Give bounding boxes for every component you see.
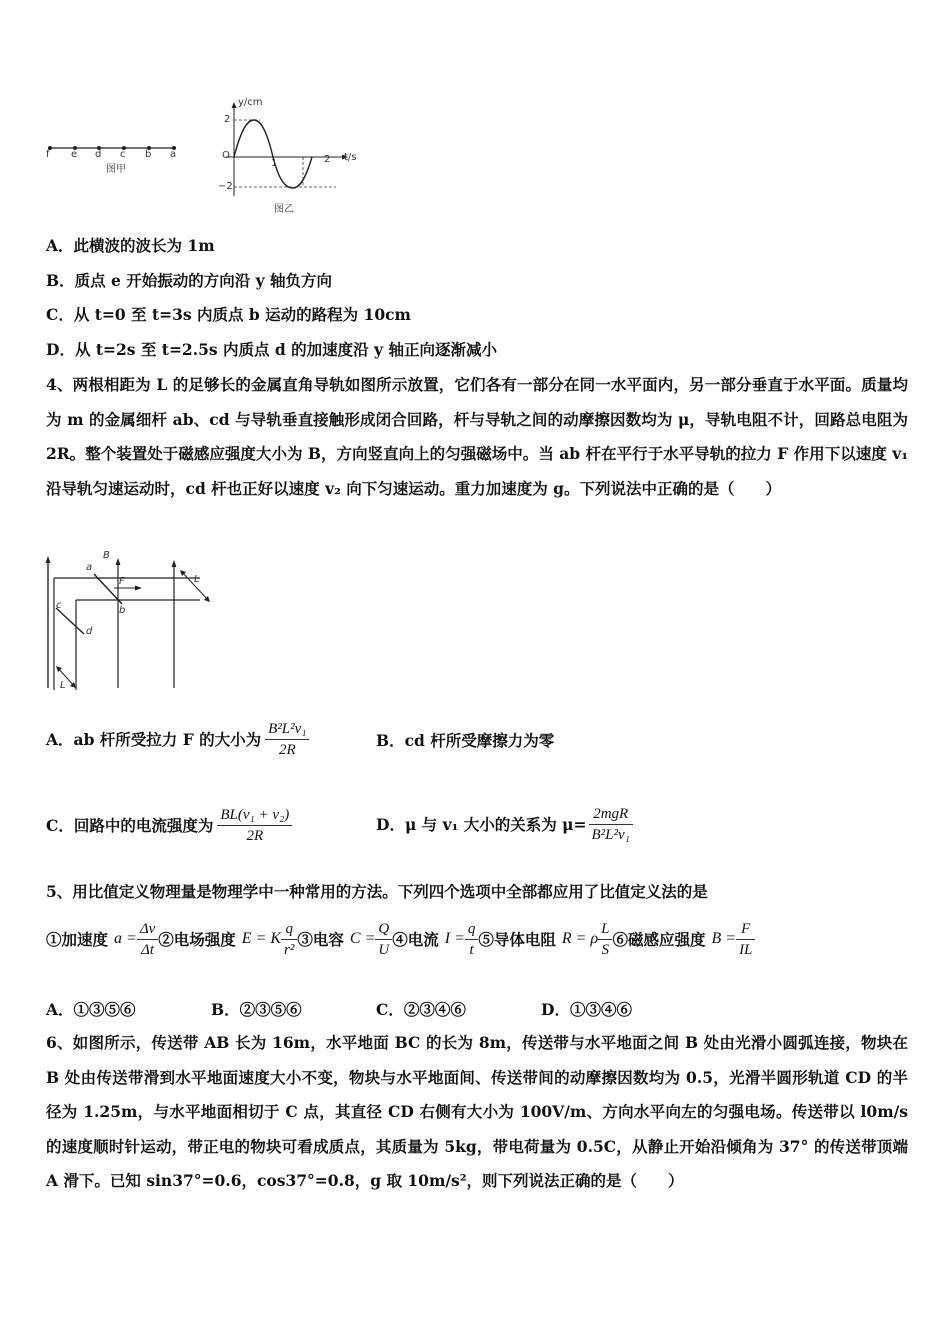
q6-stem: 6、如图所示，传送带 AB 长为 16m，水平地面 BC 的长为 8m，传送带与水平地面之间 B 处由光滑小圆弧连接，物块在 B 处由传送带滑到水平地面速度大小不变，物块与水平地面间、传送带间的动摩擦因数均为 0.5，光滑半圆形轨道 CD 的半径为 1.25m，与水平地面相切于 C 点，其直径 CD 右侧有大小为 100V/m、方向水平向左的匀强电场。传送带以 l0m/s 的速度顺时针运动，带正电的物块可看成质点，其质量为 5kg，带电荷量为 0.5C，从静止开始沿倾角为 37° 的传送带顶端 A 滑下。已知 sin37°=0.6，cos37°=0.8，g 取 10m/s²，则下列说法正确的是（ ） [46,1033,908,1190]
q5-item5-den: S [601,941,610,958]
q4-option-d[interactable] [376,796,633,852]
q5-item2-num: q [281,919,297,940]
q5-definitions [46,914,755,964]
rail-label-c: c [56,600,62,611]
q4-option-d-num: 2mgR [589,804,633,825]
q5-item5-fraction [598,919,612,960]
q5-item3-lhs: C = [349,930,376,947]
q4-option-a[interactable] [46,714,309,764]
point-label-f: f [46,149,50,160]
rail-label-b: b [119,605,126,616]
q5-option-c[interactable]: C．②③④⑥ [376,1000,466,1019]
q3-option-b[interactable]: B．质点 e 开始振动的方向沿 y 轴负方向 [46,271,333,290]
q5-item5-num: L [598,919,612,940]
figure-yi-caption: 图乙 [274,204,294,215]
q4-option-c-text: C．回路中的电流强度为 [46,816,214,835]
t-axis-label: t/s [344,152,357,163]
q5-item4-fraction [465,919,479,960]
q4-option-a-den: 2R [278,741,296,758]
q5-item4-num: q [465,919,479,940]
point-label-a: a [170,149,177,160]
q5-item1-num: Δv [137,919,158,940]
q5-item3-num: Q [375,919,392,940]
q5-item3-fraction [375,919,392,960]
q5-item3-den: U [378,941,390,958]
q5-item6-den: IL [739,941,753,958]
q4-option-c[interactable] [46,800,292,850]
figure-jia [44,140,184,176]
q5-item5-label: ⑤导体电阻 [478,930,556,949]
point-label-d: d [95,149,102,160]
q4-option-d-fraction [589,804,633,845]
origin-label: O [222,150,230,161]
q3-option-a[interactable]: A．此横波的波长为 1m [46,236,215,255]
wave-curve [234,120,312,188]
point-label-b: b [145,149,152,160]
q5-item1-den: Δt [141,941,155,958]
q5-item6-num: F [736,919,755,940]
q3-option-d[interactable]: D．从 t=2s 至 t=2.5s 内质点 d 的加速度沿 y 轴正向逐渐减小 [46,340,497,359]
rail-label-a: a [86,562,93,573]
rail-label-d: d [86,626,93,637]
point-label-c: c [120,149,126,160]
y-max-label: 2 [224,114,231,125]
q4-stem: 4、两根相距为 L 的足够长的金属直角导轨如图所示放置，它们各有一部分在同一水平面内，另一部分垂直于水平面。质量均为 m 的金属细杆 ab、cd 与导轨垂直接触形成闭合回路，杆与导轨之间的动摩擦因数均为 μ，导轨电阻不计，回路总电阻为 2R。整个装置处于磁感应强度大小为 B，方向竖直向上的匀强磁场中。当 ab 杆在平行于水平导轨的拉力 F 作用下以速度 v₁ 沿导轨匀速运动时，cd 杆也正好以速度 v₂ 向下匀速运动。重力加速度为 g。下列说法中正确的是（ ） [46,375,908,498]
q5-item1-label: ①加速度 [46,930,109,949]
q5-option-d[interactable]: D．①③④⑥ [541,1000,632,1019]
q5-stem: 5、用比值定义物理量是物理学中一种常用的方法。下列四个选项中全部都应用了比值定义法的是 [46,882,708,901]
q5-item4-den: t [469,941,474,958]
q5-option-b[interactable]: B．②③⑤⑥ [211,1000,302,1019]
q5-item6-lhs: B = [711,930,737,947]
figure-jia-caption: 图甲 [106,164,126,175]
rail-label-L-top: L [194,574,200,585]
y-min-label: −2 [218,181,233,192]
point-label-e: e [71,149,78,160]
q5-item2-lhs: E = K [241,930,282,947]
q5-item4-lhs: I = [444,930,465,947]
q4-option-d-text: D．μ 与 v₁ 大小的关系为 μ= [376,815,587,834]
q5-item4-label: ④电流 [392,930,439,949]
q5-item6-label: ⑥磁感应强度 [612,930,706,949]
y-axis-label: y/cm [238,97,263,108]
q4-option-c-fraction [217,805,292,846]
q4-option-b[interactable]: B．cd 杆所受摩擦力为零 [376,731,555,750]
q4-option-a-fraction [265,719,309,760]
q5-item1-fraction [137,919,158,960]
q5-option-a[interactable]: A．①③⑤⑥ [46,1000,136,1019]
q5-item6-fraction [736,919,755,960]
q5-item5-lhs: R = ρ [561,930,599,947]
t-tick-1: 1 [271,158,278,169]
figure-rails-svg [40,550,220,698]
q3-option-c[interactable]: C．从 t=0 至 t=3s 内质点 b 运动的路程为 10cm [46,305,411,324]
rail-label-L-bottom: L [60,680,66,691]
q5-item2-fraction [281,919,297,960]
q4-option-c-den: 2R [246,827,264,844]
q5-item3-label: ③电容 [297,930,344,949]
rail-label-B: B [103,550,110,561]
q5-item1-lhs: a = [114,930,137,947]
q5-item2-label: ②电场强度 [158,930,236,949]
figure-rails [40,550,220,698]
q4-option-c-num: BL(v₁ + v₂) [217,805,292,826]
q5-item2-den: r² [284,941,295,958]
figure-yi [216,96,366,215]
q4-option-a-num: B²L²v₁ [265,719,309,740]
rail-label-F: F [119,576,125,587]
q4-option-a-text: A．ab 杆所受拉力 F 的大小为 [46,730,262,749]
t-tick-2: 2 [324,154,331,165]
q4-option-d-den: B²L²v₁ [591,826,630,843]
